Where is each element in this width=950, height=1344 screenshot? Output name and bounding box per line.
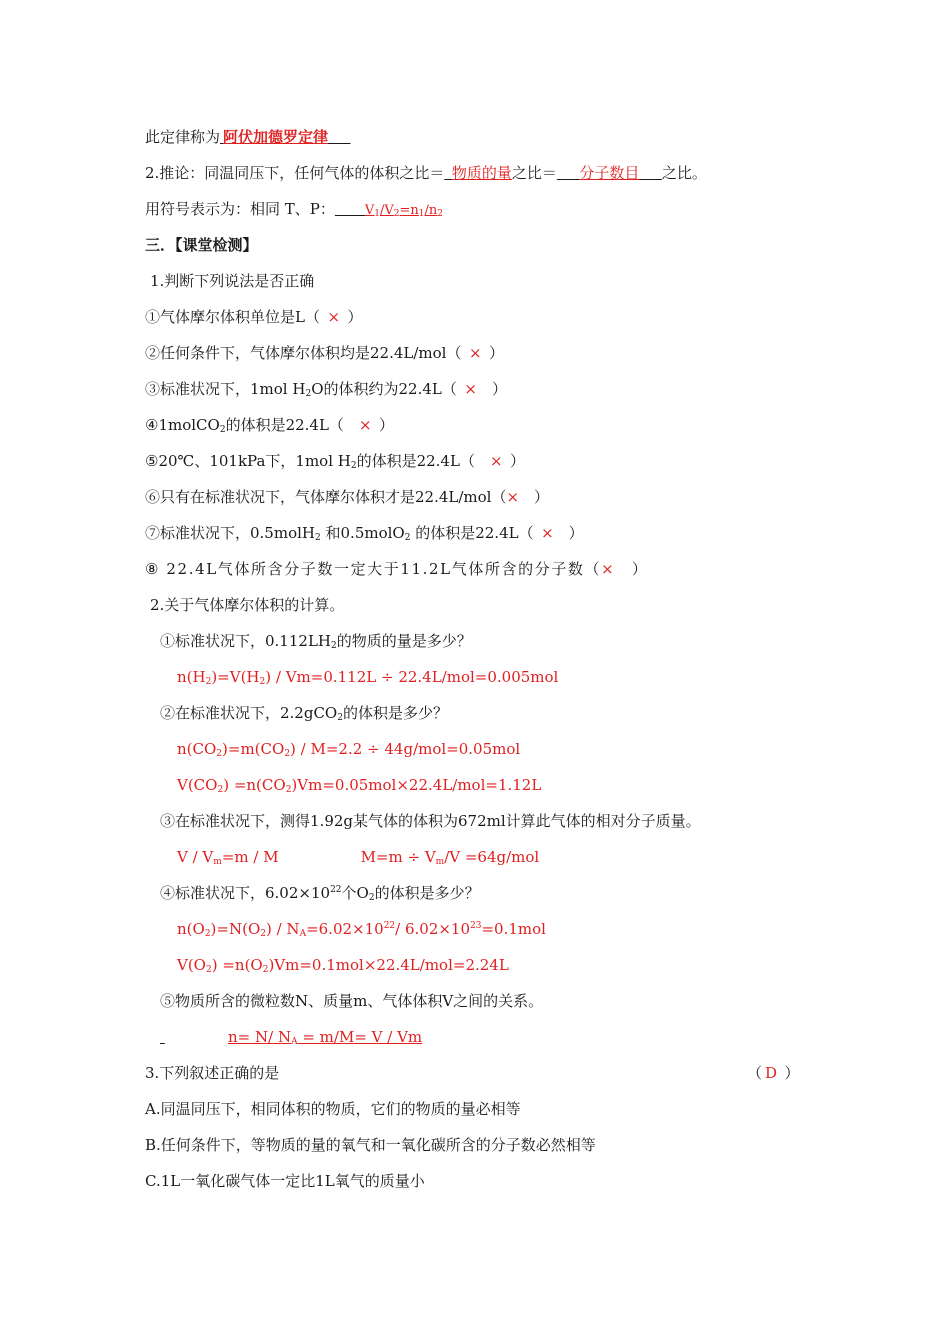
inference-blank-2 xyxy=(557,164,662,182)
cross-mark: × xyxy=(327,308,341,326)
q2-answer-1: $n(H_2)=V(H_2) / Vm=0.112L \div 22.4L/mol=0.005mol$ xyxy=(177,668,559,687)
inference-prefix: 2.推论：同温同压下，任何气体的体积之比＝ xyxy=(145,164,445,182)
q1-item-1: ①气体摩尔体积单位是L（ × ） xyxy=(145,308,363,326)
q2-problem-4: ④标准状况下，$6.02\times 10^{22}$个$O_2$的体积是多少？ xyxy=(160,884,480,903)
q2-problem-5: ⑤物质所含的微粒数N、质量m、气体体积V之间的关系。 xyxy=(160,992,544,1010)
inference-mid: 之比＝ xyxy=(511,164,557,182)
q2-answer-2a: $n(CO_2)=m(CO_2) / M=2.2 \div 44g/mol=0.05mol$ xyxy=(177,740,521,759)
q3-option-c: C.1L一氧化碳气体一定比1L氧气的质量小 xyxy=(145,1172,425,1190)
q1-item-2: ②任何条件下，气体摩尔体积均是22.4L/mol（ × ） xyxy=(145,344,505,362)
q3-answer: （ D ） xyxy=(747,1064,800,1082)
q2-problem-2: ②在标准状况下，2.2gCO$_2$的体积是多少？ xyxy=(160,704,448,723)
relation-formula: n= N/ $N_A = m/M= V / Vm$ xyxy=(228,1028,423,1047)
q2-answer-4a: $n(O_2)=N(O_2) / N_A=6.02\times 10^{22}/$ $6.02\times 10^{23}=0.1mol$ xyxy=(177,920,546,939)
q2-problem-3: ③在标准状况下，测得1.92g某气体的体积为672ml计算此气体的相对分子质量。 xyxy=(160,812,701,830)
law-line xyxy=(145,127,351,147)
cross-mark: × xyxy=(541,524,554,542)
q2-problem-1: ①标准状况下，$0.112LH_2$的物质的量是多少？ xyxy=(160,632,472,651)
cross-mark: × xyxy=(468,344,482,362)
q1-item-3: ③标准状况下，1mol $H_2O$的体积约为22.4L（ × ） xyxy=(145,380,507,399)
inference-suffix: 之比。 xyxy=(661,164,707,182)
cross-mark: × xyxy=(601,560,616,578)
section-heading: 三．【课堂检测】 xyxy=(145,236,258,254)
q1-item-8: ⑧ 22.4L气体所含分子数一定大于11.2L气体所含的分子数（× ） xyxy=(145,560,649,578)
symbol-prefix: 用符号表示为：相同 T、P： xyxy=(145,200,335,218)
symbol-formula: $V_1/V_2=n_1/n_2$ xyxy=(364,203,444,219)
q3-option-a: A.同温同压下，相同体积的物质，它们的物质的量必相等 xyxy=(145,1100,521,1118)
cross-mark: × xyxy=(358,416,372,434)
inference-blank-1 xyxy=(444,164,512,182)
q1-title: 1.判断下列说法是否正确 xyxy=(150,272,315,290)
law-answer-blank xyxy=(220,128,351,146)
cross-mark: × xyxy=(506,488,520,506)
q2-answer-4b: $V(O_2) =n(O_2)Vm=0.1mol\times 22.4L/mol=2.24L$ xyxy=(177,956,509,975)
answer-blank xyxy=(160,1027,228,1047)
q2-title: 2.关于气体摩尔体积的计算。 xyxy=(150,596,345,614)
inference-line xyxy=(145,163,707,183)
cross-mark: × xyxy=(464,380,477,398)
law-answer: 阿伏加德罗定律 xyxy=(223,128,329,146)
q1-item-6: ⑥只有在标准状况下，气体摩尔体积才是22.4L/mol（× ） xyxy=(145,488,550,506)
q2-answer-2b: $V(CO_2) =n(CO_2)Vm=0.05mol\times 22.4L/mol=1.12L$ xyxy=(177,776,542,795)
symbol-line xyxy=(145,199,573,221)
q1-item-5: ⑤20℃、101kPa下，1mol $H_2$的体积是22.4L（ × ） xyxy=(145,452,526,471)
q2-answer-3: $V / V_m=m / M$ $M=m \div V_m/V =64g/mol$ xyxy=(177,848,540,867)
q1-item-4: ④1molCO$_2$的体积是22.4L（ × ） xyxy=(145,416,395,435)
q3-answer-letter: D xyxy=(765,1064,778,1082)
inference-answer-2: 分子数目 xyxy=(579,164,640,182)
inference-answer-1: 物质的量 xyxy=(451,164,512,182)
q3-option-b: B.任何条件下，等物质的量的氧气和一氧化碳所含的分子数必然相等 xyxy=(145,1136,596,1154)
symbol-blank xyxy=(335,199,573,221)
cross-mark: × xyxy=(489,452,503,470)
q2-answer-5 xyxy=(160,1027,422,1047)
q1-item-7: ⑦标准状况下，0.5molH$_2$ 和0.5molO$_2$ 的体积是22.4L（ × ） xyxy=(145,524,584,543)
q3-title: 3.下列叙述正确的是 xyxy=(145,1064,280,1082)
law-prefix: 此定律称为 xyxy=(145,128,221,146)
